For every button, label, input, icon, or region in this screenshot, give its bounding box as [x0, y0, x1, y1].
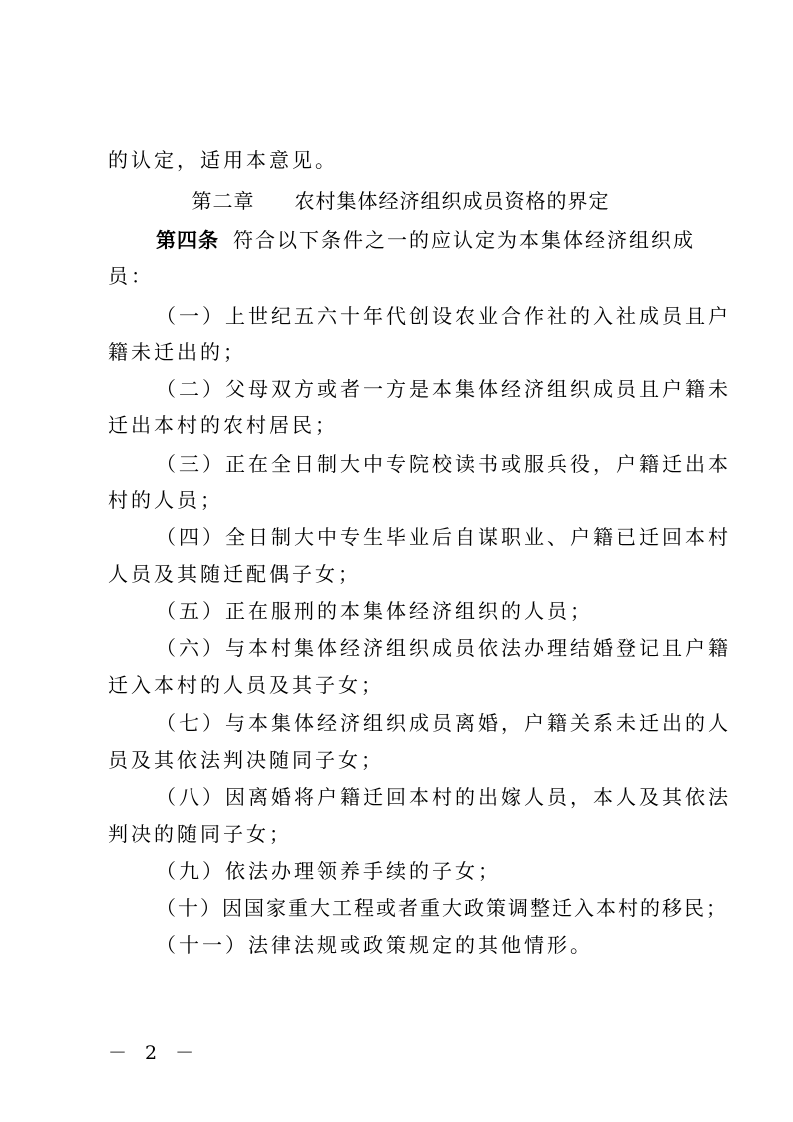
list-item: （六）与本村集体经济组织成员依法办理结婚登记且户籍 [156, 636, 731, 660]
list-item: （三）正在全日制大中专院校读书或服兵役，户籍迁出本 [156, 452, 731, 476]
list-item: （五）正在服刑的本集体经济组织的人员； [156, 599, 593, 623]
list-item: （九）依法办理领养手续的子女； [156, 859, 501, 883]
list-item-continuation: 判决的随同子女； [108, 822, 292, 846]
list-item: （八）因离婚将户籍迁回本村的出嫁人员，本人及其依法 [156, 785, 731, 809]
chapter-heading [108, 187, 693, 215]
continuation-text: 的认定，适用本意见。 [108, 148, 338, 172]
list-item-continuation: 员及其依法判决随同子女； [108, 748, 384, 772]
list-item-continuation: 村的人员； [108, 488, 223, 512]
article-4-intro [156, 226, 693, 254]
chapter-number: 第二章 [191, 189, 255, 213]
article-intro-continuation: 员： [108, 264, 154, 288]
page-number: － 2 － [108, 1042, 201, 1064]
list-item: （二）父母双方或者一方是本集体经济组织成员且户籍未 [156, 377, 731, 401]
list-item-continuation: 籍未迁出的； [108, 340, 246, 364]
list-item: （一）上世纪五六十年代创设农业合作社的入社成员且户 [156, 304, 731, 328]
list-item-continuation: 迁入本村的人员及其子女； [108, 673, 384, 697]
chapter-title: 农村集体经济组织成员资格的界定 [294, 189, 610, 213]
list-item-continuation: 迁出本村的农村居民； [108, 413, 338, 437]
article-intro-text: 符合以下条件之一的应认定为本集体经济组织成 [233, 228, 695, 252]
list-item: （四）全日制大中专生毕业后自谋职业、户籍已迁回本村 [156, 525, 731, 549]
article-label: 第四条 [156, 228, 219, 252]
list-item: （十）因国家重大工程或者重大政策调整迁入本村的移民； [156, 896, 728, 920]
list-item: （十一）法律法规或政策规定的其他情形。 [156, 933, 593, 957]
list-item-continuation: 人员及其随迁配偶子女； [108, 562, 361, 586]
list-item: （七）与本集体经济组织成员离婚，户籍关系未迁出的人 [156, 711, 731, 735]
